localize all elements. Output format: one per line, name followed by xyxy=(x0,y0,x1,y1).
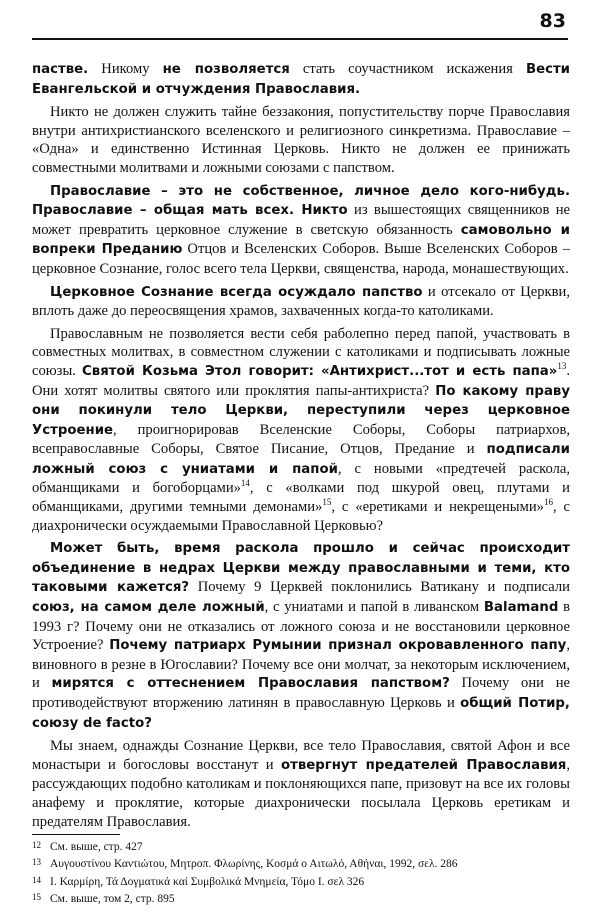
paragraph xyxy=(32,103,570,177)
text-run: , с диахронически осуждаемыми Православной Церковью? xyxy=(32,499,570,534)
bold-run: самовольно и вопреки Преданию xyxy=(32,222,570,258)
bold-run: общий Потир, союзу de facto? xyxy=(32,696,570,731)
bold-run: Православие – это не собственное, личное дело кого-нибудь. Православие – общая мать всех. Никто xyxy=(32,183,570,219)
bold-run: подписали ложный союз с униатами и папой xyxy=(32,442,570,477)
text-run: , виновного в резне в Югославии? Почему все они молчат, за некоторым исключением, и xyxy=(32,637,570,692)
footnote-ref: 14 xyxy=(240,478,250,489)
bold-run: мирятся с оттеснением Православия папством? xyxy=(51,676,450,692)
bold-run: союз, на самом деле ложный xyxy=(32,600,265,616)
text-run: , рассуждающих подобно католикам и поклоняющихся папе, призовут на все их головы анафему и проклятие, которые диахронически посылала Церковь еретикам и предателям Православия. xyxy=(32,756,571,830)
text-run: Почему они не противодействуют вторжению латинян в православную Церковь и xyxy=(32,675,570,711)
text-run: . Они хотят молитвы святого или проклятия папы-антихриста? xyxy=(32,362,571,399)
header-rule xyxy=(32,38,568,40)
footnote-number: 15 xyxy=(32,892,41,903)
page-number: 83 xyxy=(539,10,566,32)
bold-run: Почему патриарх Румынии признал окровавленного папу xyxy=(109,638,567,654)
bold-run: Вести Евангельской и отчуждения Православия. xyxy=(32,62,570,97)
footnote-text: Αυγουστίνου Καντιώτου, Μητροπ. Φλωρίνης, Κοσμά ο Αιτωλό, Αθήναι, 1992, σελ. 286 xyxy=(50,858,458,871)
text-run: Отцов и Вселенских Соборов. Выше Вселенских Соборов – церковное Сознание, голос всего тела Церкви, священства, народа, монашествующих. xyxy=(32,241,570,277)
text-run: Православным не позволяется вести себя раболепно перед папой, участвовать в совместных молитвах, в совместном служении с католиками и подписывать ложные союзы. xyxy=(32,325,570,379)
footnotes xyxy=(32,838,570,908)
text-run: , проигнорировав Вселенские Соборы, Соборы патриархов, всеправославные Соборы, Святое Писание, Отцов, Предание и xyxy=(32,421,570,458)
bold-run: Святой Козьма Этол говорит: «Антихрист...тот и есть папа» xyxy=(82,363,558,379)
footnote xyxy=(32,855,570,872)
footnote-text: См. выше, стр. 427 xyxy=(50,841,143,853)
footnote-text: См. выше, том 2, стр. 895 xyxy=(50,893,175,906)
text-run: и отсекало от Церкви, вплоть даже до переосвящения храмов, захваченных когда-то католиками. xyxy=(32,283,570,320)
footnote-rule xyxy=(32,834,120,835)
footnote-ref: 13 xyxy=(557,361,567,372)
footnote-number: 12 xyxy=(32,840,41,850)
footnote xyxy=(32,890,570,907)
bold-run: не позволяется xyxy=(162,62,290,77)
bold-run: Церковное Сознание всегда осуждало папство xyxy=(50,284,423,300)
bold-run: отвергнут предателей Православия xyxy=(280,757,567,773)
footnote xyxy=(32,838,570,855)
paragraph xyxy=(32,182,570,279)
footnote-text: Ι. Καρμίρη, Τά Δογματικά καί Συμβολικά Μνημεία, Τόμο Ι. σελ 326 xyxy=(50,875,365,888)
text-run: из вышестоящих священников не может превратить церковное служение в светскую обязанность xyxy=(32,202,570,238)
text-run: Никому xyxy=(88,61,163,77)
paragraph xyxy=(32,283,570,321)
text-run: , с «волками под шкурой овец, плутами и обманщиками, другими темными демонами» xyxy=(32,480,570,516)
text-run: Почему 9 Церквей поклонились Ватикану и подписали xyxy=(189,579,570,596)
text-run: Никто не должен служить тайне беззакония, попустительству порче Православия внутри антихристианского вселенского и религиозного синкретизма. Православие – «Одна» и единственно Истинная Церковь. Никто не должен ее принижать совместными молитвами и ложными союзами с папством. xyxy=(32,104,570,176)
text-run: , с «еретиками и некрещеными» xyxy=(331,499,544,516)
footnote xyxy=(32,873,570,890)
paragraph xyxy=(32,325,570,536)
paragraph xyxy=(32,60,570,99)
footnote-ref: 16 xyxy=(543,497,553,508)
footnote-number: 14 xyxy=(32,874,41,885)
text-run: , с униатами и папой в ливанском xyxy=(264,599,484,616)
body-text xyxy=(32,60,570,835)
bold-run: Balamand xyxy=(483,600,559,616)
footnote-ref: 15 xyxy=(322,497,332,508)
text-run: стать соучастником искажения xyxy=(289,61,526,77)
bold-run: По какому праву они покинули тело Церкви, переступили через церковное Устроение xyxy=(32,383,570,438)
text-run: Мы знаем, однажды Сознание Церкви, все тело Православия, святой Афон и все монастыри и богословы восстанут и xyxy=(32,738,570,773)
footnote-number: 13 xyxy=(32,857,41,868)
bold-run: Может быть, время раскола прошло и сейчас происходит объединение в недрах Церкви между православными и теми, кто таковыми кажется? xyxy=(32,541,570,596)
paragraph xyxy=(32,539,570,733)
paragraph xyxy=(32,737,570,831)
text-run: в 1993 г? Почему они не отказались от ложного союза и не восстановили церковное Устроение? xyxy=(32,599,570,654)
text-run: , с новыми «предтечей раскола, обманщиками и богоборцами» xyxy=(32,460,570,497)
bold-run: пастве. xyxy=(32,62,89,77)
